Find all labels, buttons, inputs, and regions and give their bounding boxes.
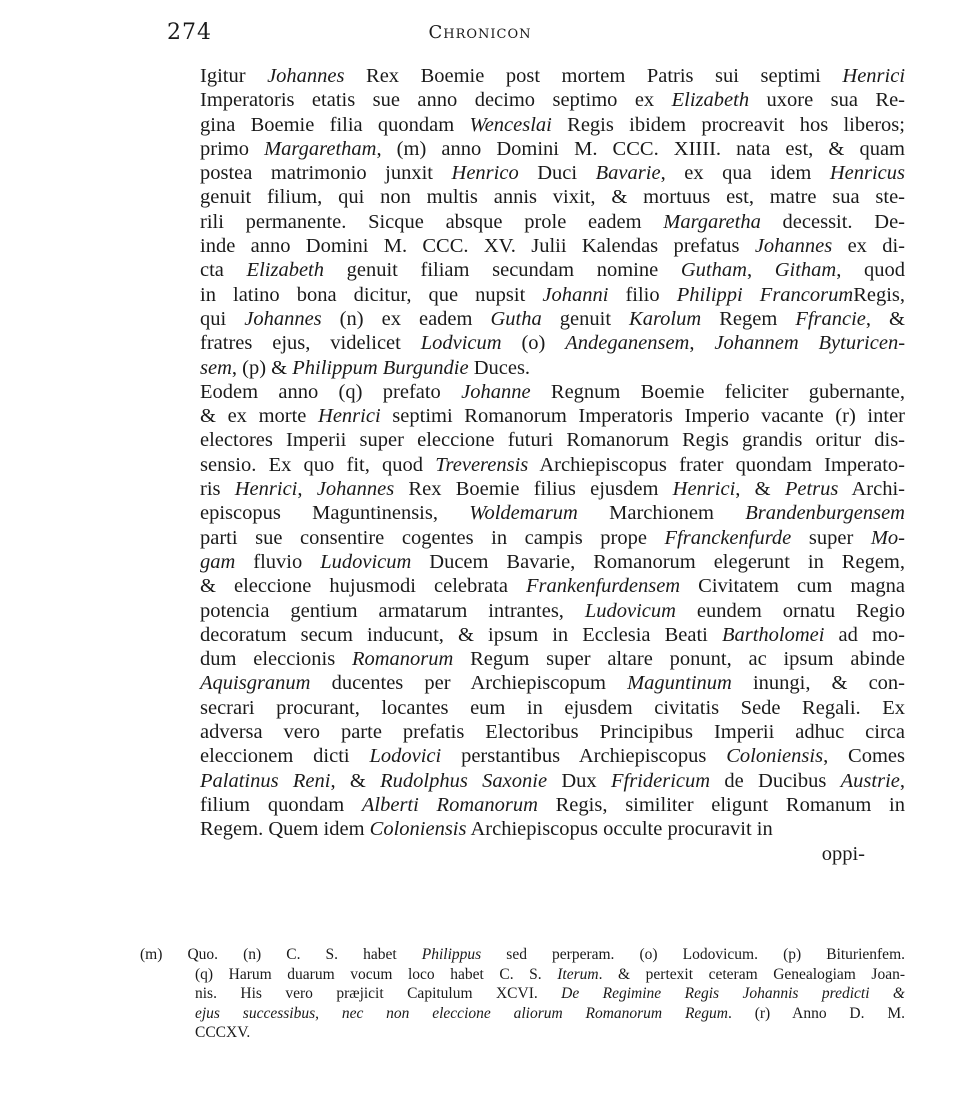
text-line: fratres ejus, videlicet Lodvicum (o) Andeganensem, Johannem Byturicen-	[200, 332, 906, 355]
italic-name: Rudolphus Saxonie	[380, 769, 548, 792]
text-line: Regem. Quem idem Coloniensis Archiepiscopus occulte procuravit in	[200, 818, 773, 841]
page-number: 274	[167, 20, 212, 45]
text-line: Palatinus Reni, & Rudolphus Saxonie Dux Ffridericum de Ducibus Austrie,	[200, 769, 905, 792]
footnotes	[140, 945, 905, 1043]
text-line: Aquisgranum ducentes per Archiepiscopum Maguntinum inungi, & con-	[200, 672, 905, 695]
italic-name: Ludovicum	[584, 599, 676, 622]
footnote-line: (q) Harum duarum vocum loco habet C. S. Iterum. & pertexit ceteram Genealogiam Joan-	[195, 965, 905, 983]
italic-name: Philippi Francorum	[676, 283, 854, 306]
italic-name: Alberti Romanorum	[361, 793, 538, 816]
footnote-line: CCCXV.	[195, 1024, 251, 1041]
text-line: & ex morte Henrici septimi Romanorum Imperatoris Imperio vacante (r) inter	[200, 405, 905, 428]
italic-name: Margaretha	[663, 210, 761, 233]
text-line: ris Henrici, Johannes Rex Boemie filius ejusdem Henrici, & Petrus Archi-	[200, 478, 905, 501]
text-line: sem, (p) & Philippum Burgundie Duces.	[200, 356, 531, 379]
paragraph-genealogy	[140, 64, 905, 380]
footnote-line: nis. His vero præjicit Capitulum XCVI. De Regimine Regis Johannis predicti &	[195, 985, 905, 1002]
italic-name: Henrici	[672, 478, 736, 501]
italic-name: Johannes	[244, 307, 322, 330]
italic-name: Bavarie	[595, 162, 661, 185]
text-line: & eleccione hujusmodi celebrata Frankenfurdensem Civitatem cum magna	[200, 575, 906, 598]
italic-name: Maguntinum	[627, 672, 732, 695]
italic-name: Johannes	[316, 478, 395, 501]
text-line: decoratum secum inducunt, & ipsum in Ecclesia Beati Bartholomei ad mo-	[200, 623, 906, 646]
italic-name: nec non eleccione aliorum Romanorum Regum	[341, 1004, 728, 1022]
italic-name: Frankenfurdensem	[526, 575, 681, 598]
text-line: cta Elizabeth genuit filiam secundam nomine Gutham, Githam, quod	[200, 259, 905, 282]
italic-name: Bartholomei	[721, 623, 825, 646]
paragraph-election	[140, 380, 905, 842]
italic-name: Johannes	[267, 65, 345, 87]
italic-name: sem	[200, 356, 232, 379]
italic-name: Philippus	[421, 946, 482, 963]
italic-name: Henrici	[842, 65, 906, 87]
italic-name: Philippum Burgundie	[292, 356, 469, 379]
catchword: oppi-	[821, 842, 865, 865]
running-title: Chronicon	[428, 22, 532, 43]
italic-name: Iterum	[557, 965, 599, 983]
text-line: genuit filium, qui non multis annis vixit, & mortuus est, matre sua ste-	[200, 186, 905, 209]
italic-name: Ffrancie	[795, 307, 866, 330]
text-line: postea matrimonio junxit Henrico Duci Bavarie, ex qua idem Henricus	[200, 162, 905, 185]
italic-name: Henrico	[451, 162, 519, 185]
italic-name: Brandenburgensem	[745, 502, 905, 525]
text-line: Eodem anno (q) prefato Johanne Regnum Boemie feliciter gubernante,	[200, 380, 905, 403]
italic-name: Lodvicum	[420, 332, 502, 355]
italic-name: Gutham	[680, 259, 747, 282]
footnote-line: ejus successibus, nec non eleccione aliorum Romanorum Regum. (r) Anno D. M.	[195, 1004, 905, 1022]
italic-name: Johanni	[542, 283, 609, 306]
text-line: rili permanente. Sicque absque prole eadem Margaretha decessit. De-	[200, 210, 905, 233]
italic-name: Austrie	[840, 769, 900, 792]
text-line: gam fluvio Ludovicum Ducem Bavarie, Romanorum elegerunt in Regem,	[200, 550, 905, 573]
text-line: Imperatoris etatis sue anno decimo septimo ex Elizabeth uxore sua Re-	[200, 89, 906, 112]
footnote-line: (m) Quo. (n) C. S. habet Philippus sed perperam. (o) Lodovicum. (p) Biturienfem.	[140, 946, 905, 963]
italic-name: Romanorum	[351, 648, 454, 671]
italic-name: Johannem Byturicen-	[714, 332, 906, 355]
text-line: parti sue consentire cogentes in campis prope Ffranckenfurde super Mo-	[200, 526, 905, 549]
italic-name: gam	[200, 550, 236, 573]
text-line: episcopus Maguntinensis, Woldemarum Marchionem Brandenburgensem	[200, 502, 905, 525]
italic-name: Henricus	[829, 162, 905, 185]
text-line: eleccionem dicti Lodovici perstantibus Archiepiscopus Coloniensis, Comes	[200, 745, 905, 768]
text-line: electores Imperii super eleccione futuri Romanorum Regis grandis oritur dis-	[200, 429, 905, 452]
italic-name: Andeganensem	[565, 332, 690, 355]
italic-name: Wenceslai	[469, 113, 552, 136]
italic-name: Aquisgranum	[200, 672, 311, 695]
italic-name: Petrus	[784, 478, 839, 501]
italic-name: Coloniensis	[369, 818, 467, 841]
italic-name: Lodovici	[369, 745, 442, 768]
italic-name: Coloniensis	[726, 745, 824, 768]
italic-name: Mo-	[870, 526, 905, 549]
text-line: qui Johannes (n) ex eadem Gutha genuit Karolum Regem Ffrancie, &	[200, 307, 905, 330]
text-line: filium quondam Alberti Romanorum Regis, similiter eligunt Romanum in	[200, 793, 906, 816]
italic-name: Elizabeth	[671, 89, 750, 112]
text-line: adversa vero parte prefatis Electoribus Principibus Imperii adhuc circa	[200, 721, 905, 744]
text-line: potencia gentium armatarum intrantes, Ludovicum eundem ornatu Regio	[200, 599, 906, 622]
italic-name: De Regimine Regis Johannis predicti &	[561, 985, 905, 1002]
italic-name: Ffridericum	[610, 769, 711, 792]
italic-name: Elizabeth	[246, 259, 324, 282]
italic-name: Ludovicum	[320, 550, 412, 573]
italic-name: Githam	[774, 259, 837, 282]
text-line: dum eleccionis Romanorum Regum super altare ponunt, ac ipsum abinde	[200, 648, 906, 671]
text-line: secrari procurant, locantes eum in ejusdem civitatis Sede Regali. Ex	[200, 696, 905, 719]
italic-name: ejus successibus	[195, 1004, 316, 1022]
text-line: inde anno Domini M. CCC. XV. Julii Kalendas prefatus Johannes ex di-	[200, 235, 905, 258]
italic-name: Treverensis	[435, 453, 529, 476]
text-line: sensio. Ex quo fit, quod Treverensis Archiepiscopus frater quondam Imperato-	[200, 453, 905, 476]
italic-name: Karolum	[629, 307, 702, 330]
italic-name: Johanne	[461, 380, 531, 403]
text-line: primo Margaretham, (m) anno Domini M. CCC. XIIII. nata est, & quam	[200, 137, 905, 160]
text-line: in latino bona dicitur, que nupsit Johanni filio Philippi FrancorumRegis,	[200, 283, 906, 306]
italic-name: Palatinus Reni	[200, 769, 331, 792]
italic-name: Johannes	[754, 235, 833, 258]
italic-name: Margaretham	[264, 137, 377, 160]
main-text	[140, 64, 905, 866]
italic-name: Henrici	[318, 405, 381, 428]
italic-name: Ffranckenfurde	[664, 526, 792, 549]
text-line: Igitur Johannes Rex Boemie post mortem Patris sui septimi Henrici	[200, 65, 906, 87]
italic-name: Woldemarum	[469, 502, 578, 525]
italic-name: Henrici	[234, 478, 298, 501]
italic-name: Gutha	[490, 307, 542, 330]
text-line: gina Boemie filia quondam Wenceslai Regis ibidem procreavit hos liberos;	[200, 113, 905, 136]
